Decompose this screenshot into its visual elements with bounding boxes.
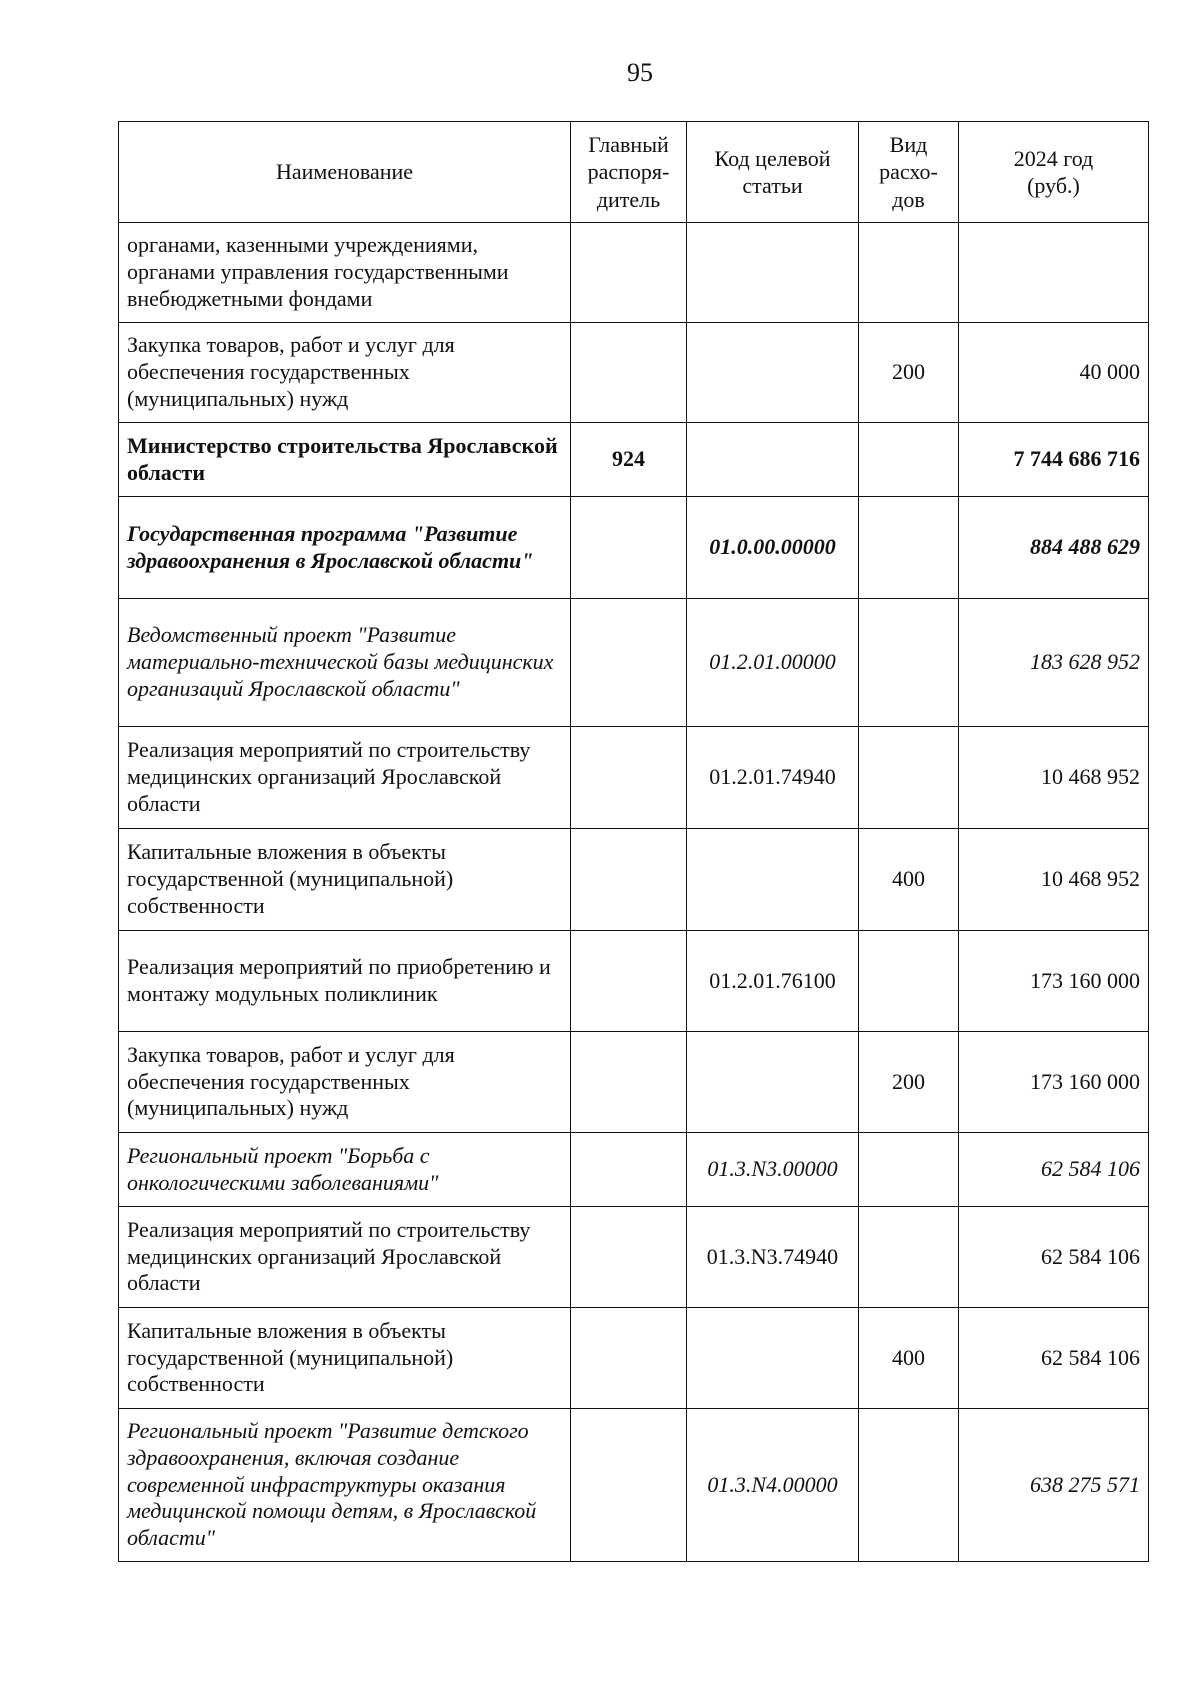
- table-row: [119, 1133, 1149, 1207]
- row-amount: 7 744 686 716: [959, 423, 1149, 497]
- row-expense-type: [859, 223, 959, 323]
- header-expense-type: Вид расхо- дов: [859, 122, 959, 223]
- row-main-administrator: [571, 829, 687, 931]
- row-main-administrator: [571, 1308, 687, 1409]
- row-target-code: 01.2.01.00000: [687, 599, 859, 727]
- row-target-code: 01.2.01.76100: [687, 931, 859, 1032]
- table-row: [119, 423, 1149, 497]
- row-name: Капитальные вложения в объекты государственной (муниципальной) собственности: [119, 1308, 571, 1409]
- page-number: 95: [627, 58, 653, 87]
- row-expense-type: [859, 497, 959, 599]
- budget-table: [118, 121, 1149, 1562]
- table-row: [119, 829, 1149, 931]
- row-target-code: 01.2.01.74940: [687, 727, 859, 829]
- row-main-administrator: [571, 1032, 687, 1133]
- row-amount: 40 000: [959, 323, 1149, 423]
- row-main-administrator: [571, 497, 687, 599]
- row-name: Капитальные вложения в объекты государственной (муниципальной) собственности: [119, 829, 571, 931]
- row-target-code: 01.3.N3.74940: [687, 1207, 859, 1308]
- table-row: [119, 323, 1149, 423]
- row-target-code: [687, 423, 859, 497]
- row-target-code: 01.3.N4.00000: [687, 1409, 859, 1562]
- row-name: Региональный проект "Развитие детского здравоохранения, включая создание современной инфраструктуры оказания медицинской помощи детям, в Ярославской области": [119, 1409, 571, 1562]
- row-amount: 62 584 106: [959, 1308, 1149, 1409]
- table-row: [119, 931, 1149, 1032]
- table-row: [119, 727, 1149, 829]
- row-name: Региональный проект "Борьба с онкологическими заболеваниями": [119, 1133, 571, 1207]
- table-row: [119, 497, 1149, 599]
- row-expense-type: [859, 1133, 959, 1207]
- row-expense-type: [859, 599, 959, 727]
- row-target-code: [687, 1032, 859, 1133]
- table-row: [119, 1308, 1149, 1409]
- row-amount: 173 160 000: [959, 1032, 1149, 1133]
- row-amount: [959, 223, 1149, 323]
- table-row: [119, 223, 1149, 323]
- row-name: Реализация мероприятий по приобретению и монтажу модульных поликлиник: [119, 931, 571, 1032]
- row-main-administrator: [571, 1409, 687, 1562]
- header-target-code: Код целевой статьи: [687, 122, 859, 223]
- row-expense-type: [859, 931, 959, 1032]
- row-expense-type: 400: [859, 1308, 959, 1409]
- row-amount: 884 488 629: [959, 497, 1149, 599]
- table-row: [119, 1207, 1149, 1308]
- row-name: Министерство строительства Ярославской области: [119, 423, 571, 497]
- row-expense-type: [859, 423, 959, 497]
- row-main-administrator: [571, 323, 687, 423]
- row-target-code: 01.0.00.00000: [687, 497, 859, 599]
- row-main-administrator: 924: [571, 423, 687, 497]
- row-target-code: [687, 1308, 859, 1409]
- header-amount-2024: 2024 год (руб.): [959, 122, 1149, 223]
- row-main-administrator: [571, 223, 687, 323]
- row-main-administrator: [571, 1133, 687, 1207]
- row-amount: 10 468 952: [959, 829, 1149, 931]
- row-name: Ведомственный проект "Развитие материально-технической базы медицинских организаций Ярославской области": [119, 599, 571, 727]
- row-expense-type: [859, 1207, 959, 1308]
- row-amount: 638 275 571: [959, 1409, 1149, 1562]
- row-amount: 62 584 106: [959, 1207, 1149, 1308]
- row-expense-type: 200: [859, 1032, 959, 1133]
- row-target-code: [687, 829, 859, 931]
- row-name: Государственная программа "Развитие здравоохранения в Ярославской области": [119, 497, 571, 599]
- row-main-administrator: [571, 1207, 687, 1308]
- row-amount: 62 584 106: [959, 1133, 1149, 1207]
- table-header-row: [119, 122, 1149, 223]
- row-main-administrator: [571, 931, 687, 1032]
- header-name: Наименование: [119, 122, 571, 223]
- header-main-administrator: Главный распоря- дитель: [571, 122, 687, 223]
- row-name: Реализация мероприятий по строительству медицинских организаций Ярославской области: [119, 1207, 571, 1308]
- row-expense-type: [859, 727, 959, 829]
- row-amount: 183 628 952: [959, 599, 1149, 727]
- row-expense-type: [859, 1409, 959, 1562]
- row-target-code: 01.3.N3.00000: [687, 1133, 859, 1207]
- row-name: Закупка товаров, работ и услуг для обеспечения государственных (муниципальных) нужд: [119, 323, 571, 423]
- row-name: органами, казенными учреждениями, органами управления государственными внебюджетными фондами: [119, 223, 571, 323]
- row-expense-type: 400: [859, 829, 959, 931]
- row-main-administrator: [571, 599, 687, 727]
- row-target-code: [687, 223, 859, 323]
- table-row: [119, 1409, 1149, 1562]
- row-name: Реализация мероприятий по строительству медицинских организаций Ярославской области: [119, 727, 571, 829]
- row-expense-type: 200: [859, 323, 959, 423]
- table-row: [119, 599, 1149, 727]
- row-amount: 173 160 000: [959, 931, 1149, 1032]
- row-amount: 10 468 952: [959, 727, 1149, 829]
- table-row: [119, 1032, 1149, 1133]
- row-target-code: [687, 323, 859, 423]
- row-name: Закупка товаров, работ и услуг для обеспечения государственных (муниципальных) нужд: [119, 1032, 571, 1133]
- row-main-administrator: [571, 727, 687, 829]
